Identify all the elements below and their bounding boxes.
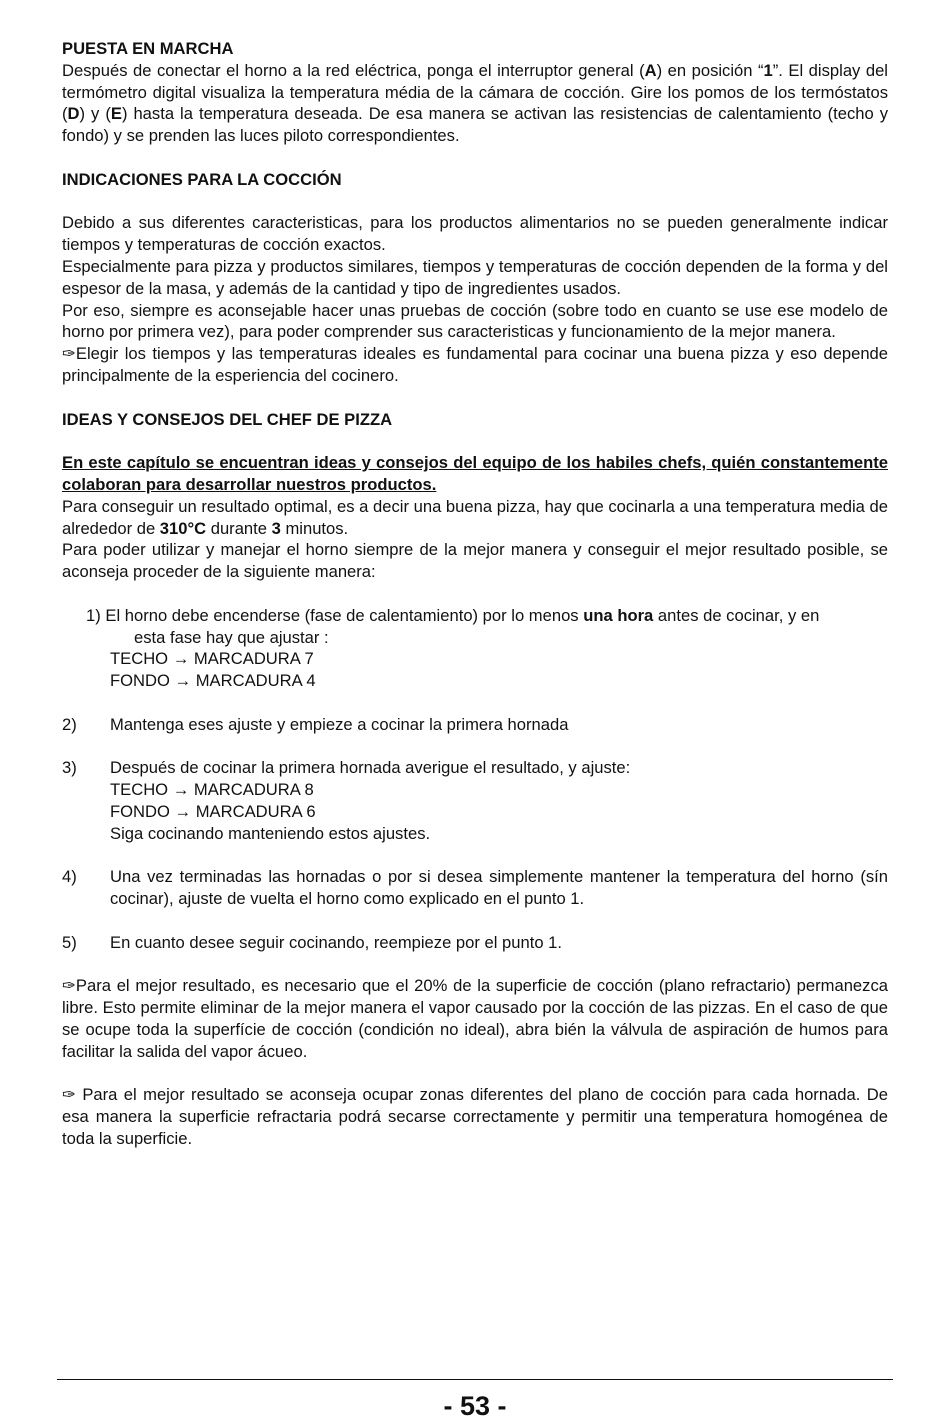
indicaciones-paragraph-2: Especialmente para pizza y productos similares, tiempos y temperaturas de cocción dependen de la forma y del espesor de la masa, y además de la cantidad y tipo de ingredientes usados. — [62, 256, 888, 298]
temperature-value: 310°C — [159, 518, 207, 538]
section-title-puesta-en-marcha: PUESTA EN MARCHA — [62, 39, 234, 58]
switch-label-a: A — [644, 60, 657, 80]
text-run: ”. El display del termómetro digital visualiza la temperatura média de la cámara de cocción. Gire los pomos de los termóstatos ( — [62, 60, 888, 124]
procedure-intro: Para poder utilizar y manejar el horno siempre de la mejor manera y conseguir el mejor resultado posible, se aconseja proceder de la siguiente manera: — [62, 540, 888, 582]
note-text: Para el mejor resultado se aconseja ocupar zonas diferentes del plano de cocción para cada hornada. De esa manera la superficie refractaria podrá secarse correctamente y permitir una temperatura homogénea de toda la superficie. — [62, 1085, 888, 1148]
indicaciones-paragraph-1: Debido a sus diferentes caracteristicas, para los productos alimentarios no se pueden generalmente indicar tiempos y temperaturas de cocción exactos. — [62, 213, 888, 255]
list-item-5 — [62, 932, 888, 954]
note-text: Para el mejor resultado, es necesario que el 20% de la superficie de cocción (plano refractario) permanezca libre. Esto permite eliminar de la mejor manera el vapor causado por la cocción de las pizzas. En el caso de que se ocupe toda la superfície de cocción (condición no ideal), abra bién la válvula de aspiración de humos para facilitar la salida del vapor ácueo. — [62, 976, 888, 1061]
text-run: antes de cocinar, y en — [653, 605, 820, 625]
pointing-hand-icon: ✑ — [62, 1085, 76, 1105]
text-run: ) en posición “ — [656, 60, 764, 80]
list-item-3-text: Después de cocinar la primera hornada averigue el resultado, y ajuste: — [110, 758, 631, 778]
list-item-3 — [62, 757, 888, 844]
indicaciones-paragraph-3: Por eso, siempre es aconsejable hacer unas pruebas de cocción (sobre todo en cuanto se use ese modelo de horno por primera vez), para poder comprender sus caracteristicas y funcionamiento de la mejor manera. — [62, 300, 888, 342]
text-run: ) y ( — [79, 104, 111, 124]
text-run: durante — [206, 518, 272, 538]
setting-fondo: FONDO → MARCADURA 6 — [110, 801, 316, 821]
list-number: 2) — [62, 714, 77, 734]
temperature-paragraph — [62, 496, 888, 540]
footer-divider — [57, 1379, 893, 1380]
list-item-3-body — [110, 757, 888, 844]
knob-label-e: E — [110, 104, 122, 124]
indicaciones-note — [62, 343, 888, 387]
list-item-4-text: Una vez terminadas las hornadas o por si desea simplemente mantener la temperatura del horno (sín cocinar), ajuste de vuelta el horno como explicado en el punto 1. — [110, 867, 888, 909]
note-different-zones — [62, 1084, 888, 1149]
list-item-1-text — [86, 605, 888, 627]
document-body — [62, 38, 888, 1150]
setting-techo: TECHO → MARCADURA 7 — [110, 649, 314, 669]
minutes-value: 3 — [271, 518, 281, 538]
setting-fondo: FONDO → MARCADURA 4 — [110, 671, 316, 691]
text-run: Después de conectar el horno a la red eléctrica, ponga el interruptor general ( — [62, 60, 645, 80]
list-number: 3) — [62, 758, 77, 778]
list-item-1-continuation: esta fase hay que ajustar : — [134, 627, 329, 647]
text-run: ) hasta la temperatura deseada. De esa manera se activan las resistencias de calentamiento (techo y fondo) y se prenden las luces piloto correspondientes. — [62, 104, 888, 146]
text-run: El horno debe encenderse (fase de calentamiento) por lo menos — [105, 605, 584, 625]
list-number: 4) — [62, 867, 77, 887]
list-number: 1) — [86, 605, 101, 625]
list-item-5-text: En cuanto desee seguir cocinando, reempieze por el punto 1. — [110, 932, 563, 952]
knob-label-d: D — [67, 104, 80, 124]
ideas-intro: En este capítulo se encuentran ideas y consejos del equipo de los habiles chefs, quién constantemente colaboran para desarrollar nuestros productos. — [62, 453, 888, 494]
pointing-hand-icon: ✑ — [62, 344, 76, 364]
setting-techo: TECHO → MARCADURA 8 — [110, 780, 314, 800]
list-item-1 — [86, 605, 888, 692]
list-item-2-text: Mantenga eses ajuste y empieze a cocinar la primera hornada — [110, 714, 569, 734]
puesta-en-marcha-paragraph — [62, 60, 888, 147]
list-item-2 — [62, 714, 888, 736]
emphasis-una-hora: una hora — [583, 605, 654, 625]
note-text: Elegir los tiempos y las temperaturas ideales es fundamental para cocinar una buena pizza y eso depende principalmente de la esperiencia del cocinero. — [62, 344, 888, 385]
section-title-ideas-consejos: IDEAS Y CONSEJOS DEL CHEF DE PIZZA — [62, 409, 393, 429]
switch-position-1: 1 — [763, 60, 773, 80]
text-run: minutos. — [280, 518, 349, 538]
list-item-3-end: Siga cocinando manteniendo estos ajustes. — [110, 823, 431, 843]
note-free-surface — [62, 975, 888, 1062]
pointing-hand-icon: ✑ — [62, 976, 76, 996]
list-item-4 — [62, 866, 888, 910]
text-run: Para conseguir un resultado optimal, es a decir una buena pizza, hay que cocinarla a una temperatura media de alrededor de — [62, 496, 888, 538]
page-number: - 53 - — [443, 1391, 507, 1421]
section-title-indicaciones: INDICACIONES PARA LA COCCIÓN — [62, 169, 342, 189]
list-number: 5) — [62, 932, 77, 952]
